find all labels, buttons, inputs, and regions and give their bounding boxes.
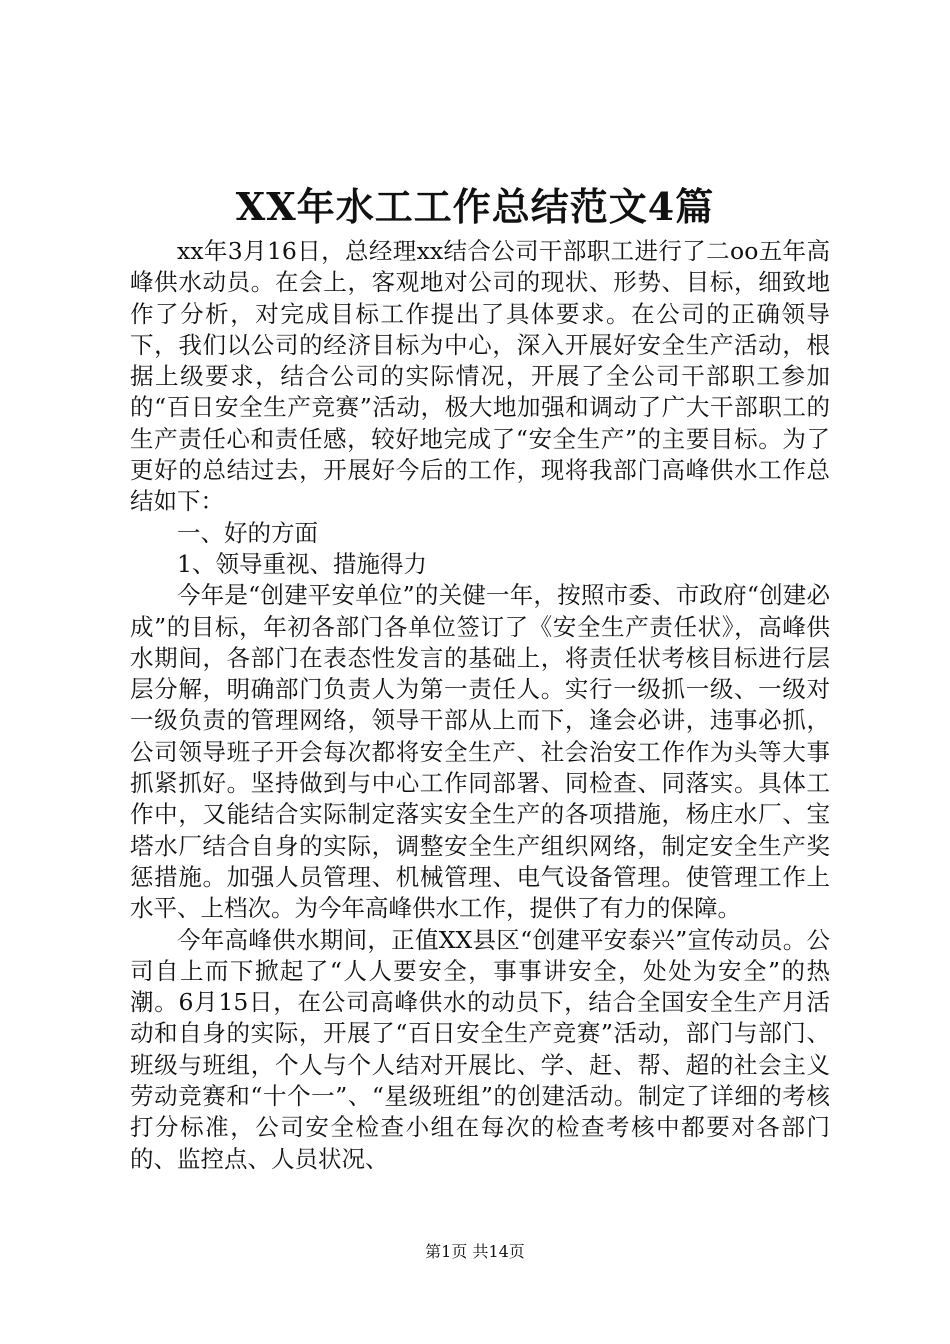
page-number-footer: 第1页 共14页 bbox=[425, 1242, 525, 1261]
document-title: XX年水工工作总结范文4篇 bbox=[235, 184, 715, 229]
document-body bbox=[130, 236, 830, 1175]
paragraph-body: 今年高峰供水期间，正值XX县区“创建平安泰兴”宣传动员。公司自上而下掀起了“人人要安全，事事讲安全，处处为安全”的热潮。6月15日，在公司高峰供水的动员下，结合全国安全生产月活动和自身的实际，开展了“百日安全生产竞赛”活动，部门与部门、班级与班组，个人与个人结对开展比、学、赶、帮、超的社会主义劳动竞赛和“十个一”、“星级班组”的创建活动。制定了详细的考核打分标准，公司安全检查小组在每次的检查考核中都要对各部门的、监控点、人员状况、 bbox=[130, 925, 830, 1173]
subsection-heading: 1、领导重视、措施得力 bbox=[177, 549, 427, 578]
paragraph-body: 今年是“创建平安单位”的关健一年，按照市委、市政府“创建必成”的目标，年初各部门各单位签订了《安全生产责任状》，高峰供水期间，各部门在表态性发言的基础上，将责任状考核目标进行层层分解，明确部门负责人为第一责任人。实行一级抓一级、一级对一级负责的管理网络，领导干部从上而下，逢会必讲，违事必抓，公司领导班子开会每次都将安全生产、社会治安工作作为头等大事抓紧抓好。坚持做到与中心工作同部署、同检查、同落实。具体工作中，又能结合实际制定落实安全生产的各项措施，杨庄水厂、宝塔水厂结合自身的实际，调整安全生产组织网络，制定安全生产奖惩措施。加强人员管理、机械管理、电气设备管理。使管理工作上水平、上档次。为今年高峰供水工作，提供了有力的保障。 bbox=[130, 581, 830, 923]
section-heading: 一、好的方面 bbox=[177, 518, 318, 547]
paragraph-intro: xx年3月16日，总经理xx结合公司干部职工进行了二oo五年高峰供水动员。在会上，客观地对公司的现状、形势、目标，细致地作了分析，对完成目标工作提出了具体要求。在公司的正确领导下，我们以公司的经济目标为中心，深入开展好安全生产活动，根据上级要求，结合公司的实际情况，开展了全公司干部职工参加的“百日安全生产竞赛”活动，极大地加强和调动了广大干部职工的生产责任心和责任感，较好地完成了“安全生产”的主要目标。为了更好的总结过去，开展好今后的工作，现将我部门高峰供水工作总结如下： bbox=[130, 237, 830, 516]
